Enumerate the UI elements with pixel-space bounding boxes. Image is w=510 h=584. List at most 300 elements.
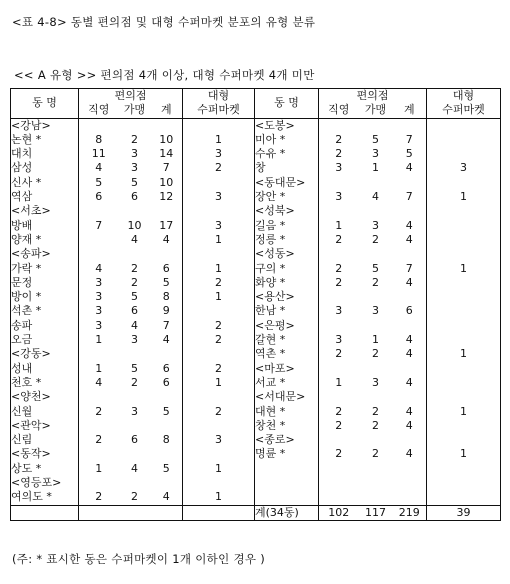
left-direct-cell	[79, 247, 119, 261]
left-total-cell: 4	[151, 490, 183, 505]
total-label: 계(34동)	[255, 505, 319, 520]
left-direct-cell: 7	[95, 218, 103, 232]
right-direct-cell	[319, 390, 359, 404]
left-total-cell	[151, 390, 183, 404]
right-total-cell: 4	[393, 233, 427, 247]
left-dong-cell: 상도 *	[11, 462, 79, 476]
table-row	[11, 319, 501, 333]
left-total-cell: 8	[151, 290, 183, 304]
right-direct-cell	[319, 462, 359, 476]
left-total-cell: 6	[151, 376, 183, 390]
header-dong-right: 동 명	[255, 89, 319, 119]
right-total-cell	[393, 290, 427, 304]
left-total-cell	[151, 347, 183, 361]
left-large-cell	[183, 247, 255, 261]
left-dong-cell: 방이 *	[11, 290, 79, 304]
right-total-cell: 7	[393, 190, 427, 204]
left-dong-cell: 신림	[11, 433, 79, 447]
table-row	[11, 247, 501, 261]
right-large-cell	[427, 176, 501, 190]
right-dong-cell: <도봉>	[255, 118, 319, 133]
header-large-left-2: 수퍼마켓	[183, 103, 255, 118]
footnote: (주: * 표시한 동은 수퍼마켓이 1개 이하인 경우 )	[12, 552, 266, 566]
right-direct-cell: 2	[335, 275, 343, 289]
right-franchise-cell	[359, 362, 393, 376]
header-direct-left: 직영	[79, 103, 119, 118]
right-dong-cell: 창천 *	[255, 419, 319, 433]
right-large-cell	[427, 376, 501, 390]
right-direct-cell	[319, 118, 359, 133]
left-dong-cell: 삼성	[11, 161, 79, 175]
right-franchise-cell	[359, 462, 393, 476]
right-total-cell	[393, 319, 427, 333]
right-franchise-cell: 2	[372, 347, 380, 361]
left-large-cell: 2	[183, 276, 255, 290]
header-cvs-left: 편의점	[114, 89, 147, 102]
left-franchise-cell	[119, 247, 151, 261]
table-row	[11, 290, 501, 304]
left-franchise-cell: 5	[131, 361, 138, 375]
left-large-cell: 2	[183, 333, 255, 347]
table-row	[11, 419, 501, 433]
right-franchise-cell: 1	[372, 333, 380, 347]
left-franchise-cell: 6	[131, 190, 138, 204]
right-direct-cell	[319, 476, 359, 490]
table-row	[11, 118, 501, 133]
right-franchise-cell	[359, 118, 393, 133]
right-dong-cell: 한남 *	[255, 304, 319, 318]
right-total-cell	[393, 462, 427, 476]
left-franchise-cell	[119, 390, 151, 404]
table-row	[11, 262, 501, 276]
left-dong-cell: 오금	[11, 333, 79, 347]
right-large-cell: 1	[460, 190, 468, 204]
right-dong-cell: 구의 *	[255, 262, 319, 276]
right-large-cell	[427, 419, 501, 433]
header-large-left-1: 대형	[183, 89, 255, 104]
right-franchise-cell: 2	[372, 447, 380, 461]
left-large-cell	[183, 447, 255, 461]
table-row	[11, 476, 501, 490]
left-large-cell: 3	[183, 219, 255, 233]
left-large-cell: 3	[183, 433, 255, 447]
right-total-cell	[393, 490, 427, 505]
left-total-cell: 7	[151, 319, 183, 333]
right-dong-cell: 역촌 *	[255, 347, 319, 361]
left-direct-cell	[79, 419, 119, 433]
left-franchise-cell: 6	[131, 304, 138, 318]
right-franchise-cell: 1	[372, 161, 380, 175]
right-direct-cell: 2	[335, 261, 343, 275]
left-franchise-cell	[119, 476, 151, 490]
left-large-cell: 1	[183, 133, 255, 147]
left-direct-cell: 1	[95, 361, 103, 375]
table-row	[11, 490, 501, 505]
left-total-cell: 8	[151, 433, 183, 447]
total-large: 39	[427, 505, 501, 520]
left-total-cell: 14	[151, 147, 183, 161]
left-total-cell	[151, 247, 183, 261]
left-total-cell: 6	[151, 362, 183, 376]
table-row	[11, 304, 501, 318]
right-direct-cell: 2	[335, 147, 343, 161]
left-direct-cell: 1	[95, 333, 103, 347]
right-direct-cell: 1	[335, 375, 343, 389]
left-dong-cell: 방배	[11, 219, 79, 233]
right-large-cell	[427, 204, 501, 218]
total-franchise: 117	[359, 505, 393, 520]
right-large-cell	[427, 219, 501, 233]
left-franchise-cell: 2	[131, 132, 138, 146]
left-direct-cell	[79, 476, 119, 490]
left-direct-cell	[79, 347, 119, 361]
right-total-cell: 7	[393, 262, 427, 276]
right-franchise-cell	[359, 319, 393, 333]
left-total-cell	[151, 204, 183, 218]
right-dong-cell: <용산>	[255, 290, 319, 304]
header-large-right-1: 대형	[452, 89, 475, 102]
left-dong-cell: <서초>	[11, 204, 79, 218]
right-total-cell: 4	[393, 333, 427, 347]
right-dong-cell: 화양 *	[255, 276, 319, 290]
left-franchise-cell	[119, 347, 151, 361]
table-row	[11, 161, 501, 175]
left-franchise-cell: 2	[131, 275, 138, 289]
right-large-cell: 1	[460, 347, 468, 361]
right-franchise-cell	[359, 476, 393, 490]
left-total-cell: 12	[151, 190, 183, 204]
left-dong-cell: <양천>	[11, 390, 79, 404]
right-dong-cell: 장안 *	[255, 190, 319, 204]
left-large-cell: 1	[183, 290, 255, 304]
right-large-cell	[427, 433, 501, 447]
left-dong-cell: <관악>	[11, 419, 79, 433]
left-franchise-cell: 5	[131, 175, 138, 189]
right-direct-cell: 2	[335, 132, 343, 146]
left-dong-cell: <영등포>	[11, 476, 79, 490]
right-franchise-cell	[359, 247, 393, 261]
right-direct-cell: 2	[335, 347, 343, 361]
left-dong-cell: <강남>	[11, 118, 79, 133]
right-direct-cell	[319, 204, 359, 218]
right-direct-cell: 3	[335, 333, 343, 347]
left-large-cell: 2	[183, 362, 255, 376]
right-total-cell	[393, 176, 427, 190]
left-franchise-cell	[119, 204, 151, 218]
right-total-cell	[393, 247, 427, 261]
left-franchise-cell: 2	[131, 261, 138, 275]
right-direct-cell: 2	[335, 418, 343, 432]
left-dong-cell: 문정	[11, 276, 79, 290]
right-dong-cell: <서대문>	[255, 390, 319, 404]
left-large-cell: 1	[183, 462, 255, 476]
left-franchise-cell: 6	[131, 433, 138, 447]
right-total-cell: 7	[393, 133, 427, 147]
left-direct-cell: 4	[95, 161, 103, 175]
right-dong-cell: <성북>	[255, 204, 319, 218]
left-direct-cell: 5	[95, 175, 103, 189]
right-large-cell	[427, 276, 501, 290]
right-dong-cell: 갈현 *	[255, 333, 319, 347]
left-large-cell: 1	[183, 233, 255, 247]
right-large-cell: 1	[460, 261, 468, 275]
total-sum: 219	[393, 505, 427, 520]
table-row	[11, 433, 501, 447]
left-dong-cell: <동작>	[11, 447, 79, 461]
left-dong-cell: <송파>	[11, 247, 79, 261]
left-total-cell: 17	[151, 219, 183, 233]
right-franchise-cell: 2	[372, 275, 380, 289]
left-dong-cell: 가락 *	[11, 262, 79, 276]
left-dong-cell: 역삼	[11, 190, 79, 204]
right-dong-cell: 서교 *	[255, 376, 319, 390]
right-dong-cell	[255, 462, 319, 476]
right-franchise-cell	[359, 390, 393, 404]
right-dong-cell: <종로>	[255, 433, 319, 447]
right-dong-cell	[255, 476, 319, 490]
right-dong-cell: 정릉 *	[255, 233, 319, 247]
right-direct-cell	[319, 362, 359, 376]
left-total-cell: 5	[151, 276, 183, 290]
left-large-cell	[183, 304, 255, 318]
left-direct-cell	[79, 233, 119, 247]
left-dong-cell: 여의도 *	[11, 490, 79, 505]
left-total-cell: 5	[151, 462, 183, 476]
left-large-cell: 2	[183, 161, 255, 175]
left-direct-cell: 1	[95, 461, 103, 475]
table-row	[11, 190, 501, 204]
table-row	[11, 233, 501, 247]
table-title: <표 4-8> 동별 편의점 및 대형 수퍼마켓 분포의 유형 분류	[12, 15, 316, 29]
right-direct-cell: 3	[335, 304, 343, 318]
table-row	[11, 219, 501, 233]
right-total-cell	[393, 433, 427, 447]
header-franchise-right: 가맹	[359, 103, 393, 118]
header-franchise-left: 가맹	[119, 103, 151, 118]
left-direct-cell: 3	[95, 304, 103, 318]
distribution-table	[10, 88, 501, 521]
left-direct-cell: 6	[95, 190, 103, 204]
table-row	[11, 204, 501, 218]
left-direct-cell	[79, 118, 119, 133]
left-large-cell	[183, 390, 255, 404]
right-large-cell	[427, 147, 501, 161]
right-franchise-cell: 3	[372, 218, 380, 232]
table-row	[11, 390, 501, 404]
right-large-cell	[427, 290, 501, 304]
left-total-cell: 7	[151, 161, 183, 175]
left-dong-cell: 송파	[11, 319, 79, 333]
total-direct: 102	[319, 505, 359, 520]
left-total-cell: 5	[151, 405, 183, 419]
header-direct-right: 직영	[319, 103, 359, 118]
left-total-cell: 4	[151, 333, 183, 347]
right-large-cell	[427, 233, 501, 247]
right-franchise-cell: 4	[372, 190, 380, 204]
right-dong-cell: <마포>	[255, 362, 319, 376]
right-total-cell: 5	[393, 147, 427, 161]
right-franchise-cell	[359, 490, 393, 505]
right-franchise-cell: 2	[372, 418, 380, 432]
table-row	[11, 347, 501, 361]
header-cvs-right: 편의점	[356, 89, 389, 102]
right-franchise-cell: 2	[372, 232, 380, 246]
left-franchise-cell: 3	[131, 161, 138, 175]
right-large-cell	[427, 133, 501, 147]
table-row	[11, 362, 501, 376]
left-total-cell: 10	[151, 176, 183, 190]
left-franchise-cell: 3	[131, 147, 138, 161]
right-large-cell	[427, 118, 501, 133]
right-franchise-cell: 2	[372, 404, 380, 418]
table-row	[11, 376, 501, 390]
left-direct-cell: 3	[95, 290, 103, 304]
right-total-cell: 4	[393, 376, 427, 390]
left-franchise-cell: 3	[131, 333, 138, 347]
right-direct-cell	[319, 176, 359, 190]
left-direct-cell: 3	[95, 275, 103, 289]
left-dong-cell: 양재 *	[11, 233, 79, 247]
left-large-cell	[183, 204, 255, 218]
right-direct-cell: 2	[335, 232, 343, 246]
left-franchise-cell: 4	[131, 232, 138, 246]
right-large-cell: 3	[460, 161, 468, 175]
right-franchise-cell	[359, 433, 393, 447]
right-total-cell	[393, 362, 427, 376]
right-dong-cell: 대현 *	[255, 405, 319, 419]
right-total-cell: 4	[393, 219, 427, 233]
right-total-cell: 4	[393, 447, 427, 461]
right-direct-cell: 2	[335, 404, 343, 418]
left-total-cell: 4	[151, 233, 183, 247]
right-large-cell	[427, 333, 501, 347]
right-franchise-cell: 3	[372, 375, 380, 389]
header-large-right-2: 수퍼마켓	[427, 103, 501, 118]
header-total-right: 계	[393, 103, 427, 118]
table-subtitle: << A 유형 >> 편의점 4개 이상, 대형 수퍼마켓 4개 미만	[14, 68, 315, 82]
left-dong-cell: 천호 *	[11, 376, 79, 390]
left-direct-cell: 11	[91, 147, 106, 161]
right-total-cell: 4	[393, 347, 427, 361]
left-total-cell: 6	[151, 262, 183, 276]
left-direct-cell: 2	[95, 404, 103, 418]
header-total-left: 계	[151, 103, 183, 118]
right-large-cell	[427, 319, 501, 333]
left-franchise-cell: 2	[131, 375, 138, 389]
left-direct-cell: 2	[95, 433, 103, 447]
right-direct-cell: 1	[335, 218, 343, 232]
left-dong-cell: 신월	[11, 405, 79, 419]
table-row	[11, 462, 501, 476]
left-large-cell: 2	[183, 319, 255, 333]
right-large-cell	[427, 304, 501, 318]
total-row	[11, 505, 501, 520]
left-dong-cell: 논현 *	[11, 133, 79, 147]
left-large-cell	[183, 176, 255, 190]
right-dong-cell: <성동>	[255, 247, 319, 261]
left-total-cell: 10	[151, 133, 183, 147]
left-large-cell: 1	[183, 262, 255, 276]
right-total-cell	[393, 476, 427, 490]
right-franchise-cell: 5	[372, 261, 380, 275]
right-total-cell: 4	[393, 161, 427, 175]
left-direct-cell: 4	[95, 261, 103, 275]
left-direct-cell: 3	[95, 318, 103, 332]
table-row	[11, 133, 501, 147]
header-row-1	[11, 89, 501, 104]
right-franchise-cell: 3	[372, 304, 380, 318]
right-large-cell	[427, 462, 501, 476]
left-dong-cell: 석촌 *	[11, 304, 79, 318]
left-large-cell: 1	[183, 490, 255, 505]
left-franchise-cell	[119, 118, 151, 133]
left-total-cell	[151, 447, 183, 461]
left-direct-cell	[79, 204, 119, 218]
left-large-cell: 1	[183, 376, 255, 390]
right-franchise-cell	[359, 176, 393, 190]
table-row	[11, 147, 501, 161]
left-dong-cell: 대치	[11, 147, 79, 161]
left-franchise-cell: 2	[131, 490, 138, 504]
right-total-cell: 4	[393, 276, 427, 290]
left-large-cell	[183, 419, 255, 433]
left-total-cell	[151, 118, 183, 133]
right-large-cell: 1	[460, 447, 468, 461]
table-row	[11, 276, 501, 290]
header-dong-left: 동 명	[11, 89, 79, 119]
table-row	[11, 447, 501, 461]
left-direct-cell: 2	[95, 490, 103, 504]
left-dong-cell: 성내	[11, 362, 79, 376]
right-large-cell	[427, 247, 501, 261]
left-total-cell	[151, 419, 183, 433]
right-total-cell	[393, 390, 427, 404]
left-franchise-cell: 10	[127, 218, 142, 232]
left-franchise-cell	[119, 419, 151, 433]
table-row	[11, 333, 501, 347]
right-direct-cell	[319, 319, 359, 333]
right-direct-cell	[319, 490, 359, 505]
left-franchise-cell: 5	[131, 290, 138, 304]
right-franchise-cell: 5	[372, 132, 380, 146]
left-direct-cell	[79, 390, 119, 404]
right-total-cell	[393, 118, 427, 133]
right-direct-cell	[319, 433, 359, 447]
left-large-cell: 3	[183, 147, 255, 161]
right-dong-cell: <동대문>	[255, 176, 319, 190]
left-large-cell: 3	[183, 190, 255, 204]
right-franchise-cell: 3	[372, 147, 380, 161]
right-large-cell	[427, 362, 501, 376]
left-large-cell	[183, 347, 255, 361]
left-direct-cell: 8	[95, 132, 103, 146]
left-direct-cell	[79, 447, 119, 461]
left-dong-cell: <강동>	[11, 347, 79, 361]
right-total-cell: 4	[393, 419, 427, 433]
right-direct-cell: 2	[335, 447, 343, 461]
right-total-cell: 4	[393, 405, 427, 419]
left-large-cell	[183, 476, 255, 490]
right-dong-cell: 길음 *	[255, 219, 319, 233]
right-direct-cell: 3	[335, 161, 343, 175]
left-franchise-cell	[119, 447, 151, 461]
table-row	[11, 405, 501, 419]
right-dong-cell: 수유 *	[255, 147, 319, 161]
right-dong-cell: <은평>	[255, 319, 319, 333]
right-dong-cell	[255, 490, 319, 505]
right-dong-cell: 창	[255, 161, 319, 175]
right-large-cell: 1	[460, 404, 468, 418]
